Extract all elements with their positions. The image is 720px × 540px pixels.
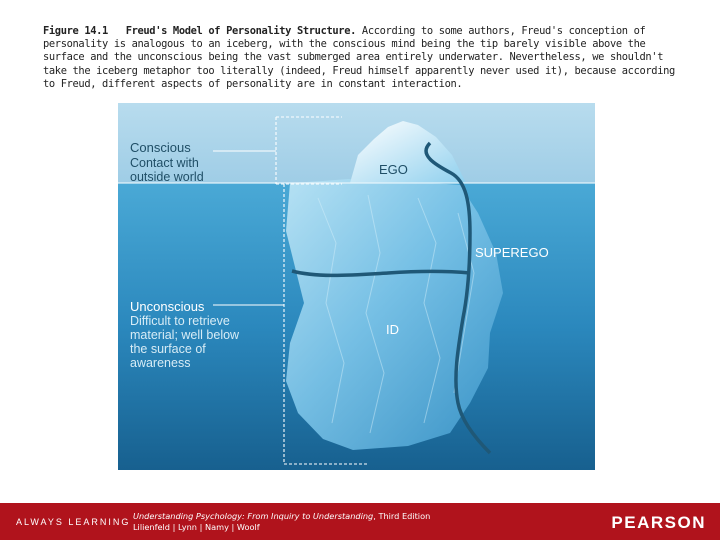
figure-label: Figure 14.1	[43, 25, 108, 37]
book-citation	[133, 511, 430, 533]
conscious-line-2: outside world	[130, 170, 204, 184]
unconscious-line-1: Difficult to retrieve	[130, 314, 230, 328]
superego-label: SUPEREGO	[475, 245, 549, 260]
conscious-heading: Conscious	[130, 140, 191, 155]
unconscious-line-4: awareness	[130, 356, 191, 370]
book-authors: Lilienfeld | Lynn | Namy | Woolf	[133, 522, 260, 532]
unconscious-heading: Unconscious	[130, 299, 205, 314]
unconscious-line-2: material; well below	[130, 328, 240, 342]
conscious-line-1: Contact with	[130, 156, 199, 170]
book-edition: , Third Edition	[373, 511, 431, 521]
ego-label: EGO	[379, 162, 408, 177]
book-title: Understanding Psychology: From Inquiry to Understanding	[133, 511, 374, 521]
figure-title: Freud's Model of Personality Structure.	[125, 25, 357, 37]
id-label: ID	[386, 322, 399, 337]
always-learning-tagline: ALWAYS LEARNING	[16, 517, 131, 527]
footer-bar	[0, 503, 720, 540]
figure-body: According to some authors, Freud's conception of personality is analogous to an iceberg, with the conscious mind being the tip barely visible above the surface and the unconscious being the vast submerged area entirely underwater. Nevertheless, we shouldn't take the iceberg metaphor too literally (indeed, Freud himself apparently never used it), because according to Freud, different aspects of personality are in constant interaction.	[43, 25, 675, 90]
unconscious-line-3: the surface of	[130, 342, 206, 356]
pearson-logo: PEARSON	[611, 513, 706, 532]
iceberg-diagram	[118, 103, 595, 470]
figure-caption	[43, 25, 683, 91]
